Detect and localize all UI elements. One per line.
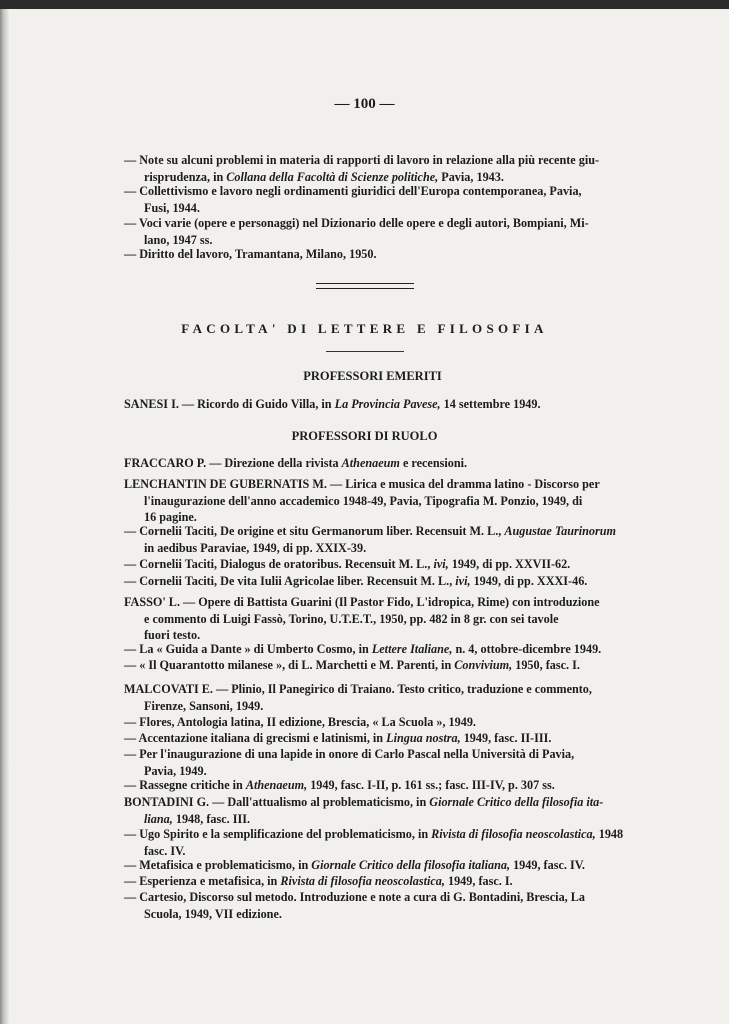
bibliography-entry: [124, 556, 660, 573]
entry-continuation: 16 pagine.: [144, 510, 197, 525]
entry-continuation: e commento di Luigi Fassò, Torino, U.T.E.T., 1950, pp. 482 in 8 gr. con sei tavole: [144, 611, 559, 626]
bibliography-entry: [124, 889, 660, 922]
bibliography-entry: [124, 857, 660, 874]
entry-italic: Giornale Critico della filosofia italiana,: [311, 858, 511, 872]
entry-continuation: lano, 1947 ss.: [144, 232, 213, 247]
entry-italic: Rivista di filosofia neoscolastica,: [280, 874, 445, 888]
entry-text: 1949, fasc. IV.: [510, 858, 585, 872]
entry-line: FASSO' L. — Opere di Battista Guarini (Il Pastor Fido, L'idropica, Rime) con introduzione: [124, 595, 600, 609]
faculty-title: FACOLTA' DI LETTERE E FILOSOFIA: [181, 321, 548, 336]
bibliography-entry: [124, 641, 660, 658]
entry-line: — Collettivismo e lavoro negli ordinamenti giuridici dell'Europa contemporanea, Pavia,: [124, 184, 582, 198]
bibliography-entry: — Flores, Antologia latina, II edizione, Brescia, « La Scuola », 1949.: [124, 715, 476, 729]
bibliography-entry: [124, 657, 660, 674]
bibliography-entry: [124, 794, 660, 827]
entry-italic: La Provincia Pavese,: [334, 397, 441, 411]
bibliography-entry: [124, 826, 660, 859]
entry-continuation: Scuola, 1949, VII edizione.: [144, 906, 282, 921]
entry-continuation: fasc. IV.: [144, 843, 186, 858]
entry-text: 1949, di pp. XXVII-62.: [448, 557, 571, 571]
entry-text: 1949, di pp. XXXI-46.: [470, 574, 588, 588]
entry-text: n. 4, ottobre-dicembre 1949.: [452, 642, 602, 656]
entry-continuation: [124, 811, 660, 828]
entry-text: 1950, fasc. I.: [512, 658, 580, 672]
entry-line: — Per l'inaugurazione di una lapide in onore di Carlo Pascal nella Università di Pavia,: [124, 747, 575, 761]
entry-line: — Cartesio, Discorso sul metodo. Introduzione e note a cura di G. Bontadini, Brescia, La: [124, 890, 585, 904]
entry-italic: Athenaeum: [341, 456, 400, 470]
entry-continuation: Fusi, 1944.: [144, 200, 200, 215]
entry-text: — La « Guida a Dante » di Umberto Cosmo, in: [124, 642, 372, 656]
bibliography-entry: [124, 730, 660, 747]
bibliography-entry: [124, 215, 660, 248]
entry-italic: Lettere Italiane,: [371, 642, 453, 656]
entry-text: 1949, fasc. I-II, p. 161 ss.; fasc. III-IV, p. 307 ss.: [307, 778, 555, 792]
entry-text: — Cornelii Taciti, De origine et situ Germanorum liber. Recensuit M. L.,: [124, 524, 505, 538]
entry-text: — Cornelii Taciti, Dialogus de oratoribus. Recensuit M. L.,: [124, 557, 434, 571]
page-number: — 100 —: [334, 96, 395, 112]
entry-text: risprudenza, in: [144, 169, 227, 184]
entry-text: 1948: [595, 827, 624, 841]
entry-italic: Augustae Taurinorum: [504, 524, 617, 538]
entry-italic: Rivista di filosofia neoscolastica,: [431, 827, 596, 841]
bibliography-entry: [124, 681, 660, 714]
entry-line: — Voci varie (opere e personaggi) nel Dizionario delle opere e degli autori, Bompiani, Mi-: [124, 216, 589, 230]
entry-continuation: Firenze, Sansoni, 1949.: [144, 698, 264, 713]
entry-text: Pavia, 1943.: [438, 169, 504, 184]
section-heading-emeriti: PROFESSORI EMERITI: [303, 369, 442, 383]
entry-line: LENCHANTIN DE GUBERNATIS M. — Lirica e musica del dramma latino - Discorso per: [124, 477, 600, 491]
entry-text: — Rassegne critiche in: [124, 778, 246, 792]
entry-line: MALCOVATI E. — Plinio, Il Panegirico di Traiano. Testo critico, traduzione e commento,: [124, 682, 592, 696]
entry-text: — Ugo Spirito e la semplificazione del problematicismo, in: [124, 827, 432, 841]
entry-text: 1949, fasc. II-III.: [460, 731, 552, 745]
double-rule-divider: [316, 283, 414, 289]
bibliography-entry: [124, 396, 660, 413]
bibliography-entry: [124, 523, 660, 556]
bibliography-entry: [124, 152, 660, 185]
entry-line: — Diritto del lavoro, Tramantana, Milano, 1950.: [124, 247, 377, 261]
bibliography-entry: [124, 183, 660, 216]
entry-text: — Accentazione italiana di grecismi e latinismi, in: [124, 731, 387, 745]
entry-italic: ivi,: [455, 574, 471, 588]
entry-continuation: Pavia, 1949.: [144, 763, 207, 778]
bibliography-entry: [124, 476, 660, 526]
entry-continuation: in aedibus Paraviae, 1949, di pp. XXIX-39.: [144, 540, 367, 555]
bibliography-entry: [124, 455, 660, 472]
entry-text: 1949, fasc. I.: [444, 874, 513, 888]
entry-continuation: l'inaugurazione dell'anno accademico 1948-49, Pavia, Tipografia M. Ponzio, 1949, di: [144, 493, 583, 508]
entry-text: — Esperienza e metafisica, in: [124, 874, 281, 888]
bibliography-entry: [124, 746, 660, 779]
entry-text: SANESI I. — Ricordo di Guido Villa, in: [124, 397, 335, 411]
bibliography-entry: [124, 873, 660, 890]
entry-italic: liana,: [144, 811, 173, 826]
bibliography-entry: [124, 246, 660, 263]
entry-text: 1948, fasc. III.: [172, 811, 250, 826]
entry-italic: Convivium,: [454, 658, 513, 672]
entry-italic: Athenaeum,: [245, 778, 308, 792]
entry-italic: ivi,: [433, 557, 449, 571]
section-heading-ruolo: PROFESSORI DI RUOLO: [291, 429, 438, 443]
entry-text: — « Il Quarantotto milanese », di L. Marchetti e M. Parenti, in: [124, 658, 455, 672]
bibliography-entry: [124, 777, 660, 794]
entry-italic: Collana della Facoltà di Scienze politiche,: [226, 169, 439, 184]
entry-continuation: fuori testo.: [144, 628, 201, 643]
rule-divider: [326, 351, 404, 352]
bibliography-entry: [124, 573, 660, 590]
entry-italic: Giornale Critico della filosofia ita-: [429, 795, 604, 809]
scan-left-edge: [0, 9, 9, 1024]
entry-italic: Lingua nostra,: [386, 731, 461, 745]
entry-text: e recensioni.: [399, 456, 468, 470]
entry-text: 14 settembre 1949.: [440, 397, 541, 411]
entry-line: — Note su alcuni problemi in materia di rapporti di lavoro in relazione alla più recente giu-: [124, 153, 600, 167]
scan-top-border: [0, 0, 729, 9]
bibliography-entry: [124, 594, 660, 644]
entry-text: BONTADINI G. — Dall'attualismo al problematicismo, in: [124, 795, 430, 809]
entry-text: — Metafisica e problematicismo, in: [124, 858, 312, 872]
entry-text: — Cornelii Taciti, De vita Iulii Agricolae liber. Recensuit M. L.,: [124, 574, 456, 588]
entry-text: FRACCARO P. — Direzione della rivista: [124, 456, 342, 470]
